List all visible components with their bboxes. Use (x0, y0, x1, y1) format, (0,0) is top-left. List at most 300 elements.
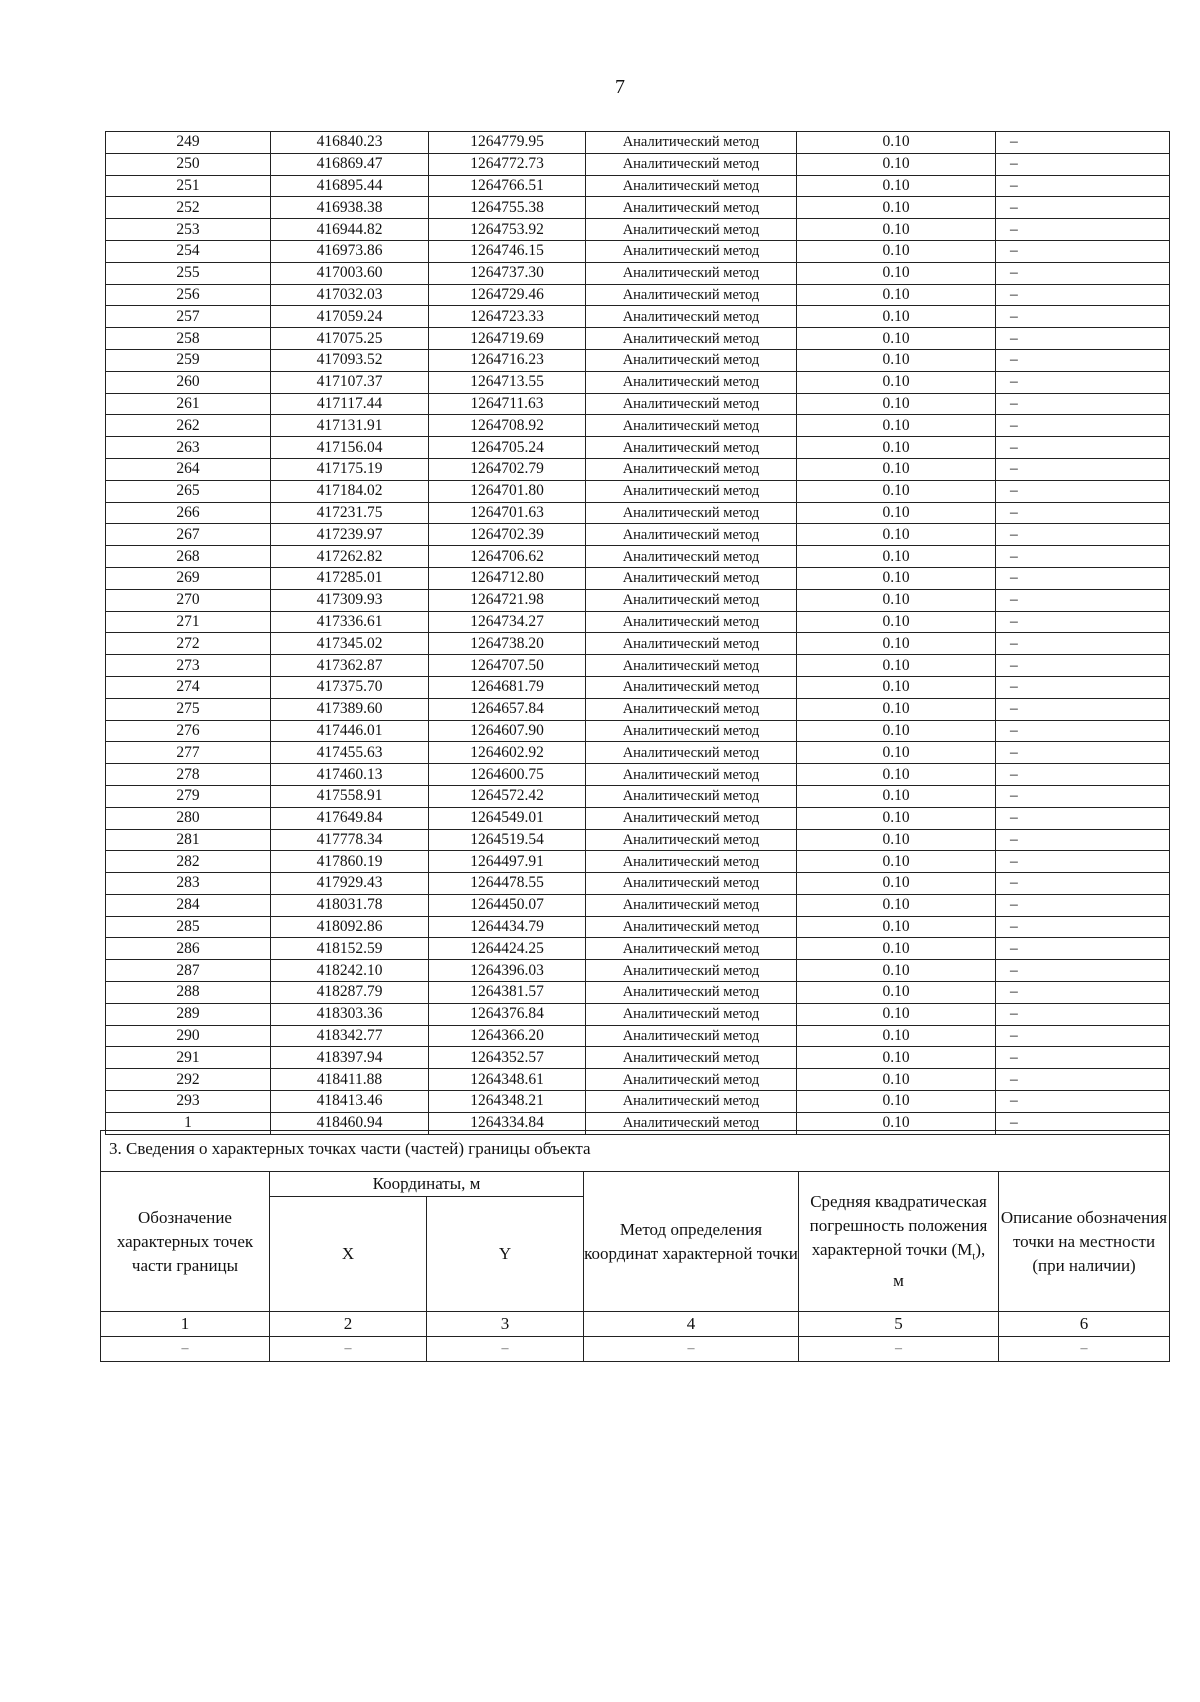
description-cell: – (996, 698, 1170, 720)
description-cell: – (996, 1003, 1170, 1025)
y-coordinate-cell: 1264766.51 (429, 175, 586, 197)
description-cell: – (996, 676, 1170, 698)
method-cell: Аналитический метод (586, 1069, 797, 1091)
header-error (799, 1172, 999, 1312)
empty-cell: – (584, 1337, 799, 1362)
x-coordinate-cell: 417003.60 (271, 262, 429, 284)
method-cell: Аналитический метод (586, 938, 797, 960)
x-coordinate-cell: 417558.91 (271, 785, 429, 807)
error-cell: 0.10 (797, 219, 996, 241)
y-coordinate-cell: 1264755.38 (429, 197, 586, 219)
error-cell: 0.10 (797, 437, 996, 459)
description-cell: – (996, 153, 1170, 175)
description-cell: – (996, 655, 1170, 677)
error-cell: 0.10 (797, 873, 996, 895)
method-cell: Аналитический метод (586, 611, 797, 633)
description-cell: – (996, 873, 1170, 895)
error-cell: 0.10 (797, 1112, 996, 1134)
x-coordinate-cell: 417649.84 (271, 807, 429, 829)
y-coordinate-cell: 1264497.91 (429, 851, 586, 873)
error-cell: 0.10 (797, 546, 996, 568)
point-number-cell: 275 (106, 698, 271, 720)
table-row (106, 132, 1170, 154)
error-cell: 0.10 (797, 742, 996, 764)
y-coordinate-cell: 1264713.55 (429, 371, 586, 393)
point-number-cell: 271 (106, 611, 271, 633)
table-row (106, 1091, 1170, 1113)
method-cell: Аналитический метод (586, 1091, 797, 1113)
method-cell: Аналитический метод (586, 676, 797, 698)
description-cell: – (996, 175, 1170, 197)
table-row (106, 851, 1170, 873)
method-cell: Аналитический метод (586, 219, 797, 241)
error-cell: 0.10 (797, 655, 996, 677)
point-number-cell: 276 (106, 720, 271, 742)
table-row (106, 371, 1170, 393)
x-coordinate-cell: 417860.19 (271, 851, 429, 873)
method-cell: Аналитический метод (586, 393, 797, 415)
error-cell: 0.10 (797, 764, 996, 786)
y-coordinate-cell: 1264424.25 (429, 938, 586, 960)
x-coordinate-cell: 418411.88 (271, 1069, 429, 1091)
y-coordinate-cell: 1264366.20 (429, 1025, 586, 1047)
x-coordinate-cell: 417184.02 (271, 480, 429, 502)
header-method: Метод определения координат характерной точки (584, 1172, 799, 1312)
point-number-cell: 270 (106, 589, 271, 611)
x-coordinate-cell: 416869.47 (271, 153, 429, 175)
method-cell: Аналитический метод (586, 698, 797, 720)
description-cell: – (996, 502, 1170, 524)
method-cell: Аналитический метод (586, 785, 797, 807)
point-number-cell: 256 (106, 284, 271, 306)
method-cell: Аналитический метод (586, 982, 797, 1004)
y-coordinate-cell: 1264376.84 (429, 1003, 586, 1025)
description-cell: – (996, 284, 1170, 306)
table-row (106, 785, 1170, 807)
x-coordinate-cell: 417285.01 (271, 567, 429, 589)
method-cell: Аналитический метод (586, 502, 797, 524)
error-cell: 0.10 (797, 132, 996, 154)
table-row (106, 393, 1170, 415)
y-coordinate-cell: 1264716.23 (429, 349, 586, 371)
header-y: Y (427, 1197, 584, 1312)
x-coordinate-cell: 418413.46 (271, 1091, 429, 1113)
table-row (106, 916, 1170, 938)
method-cell: Аналитический метод (586, 328, 797, 350)
description-cell: – (996, 916, 1170, 938)
y-coordinate-cell: 1264779.95 (429, 132, 586, 154)
error-cell: 0.10 (797, 349, 996, 371)
x-coordinate-cell: 417345.02 (271, 633, 429, 655)
table-row (106, 240, 1170, 262)
point-number-cell: 287 (106, 960, 271, 982)
y-coordinate-cell: 1264711.63 (429, 393, 586, 415)
y-coordinate-cell: 1264434.79 (429, 916, 586, 938)
error-cell: 0.10 (797, 175, 996, 197)
y-coordinate-cell: 1264702.39 (429, 524, 586, 546)
error-cell: 0.10 (797, 807, 996, 829)
x-coordinate-cell: 417362.87 (271, 655, 429, 677)
x-coordinate-cell: 417375.70 (271, 676, 429, 698)
point-number-cell: 249 (106, 132, 271, 154)
header-x: X (270, 1197, 427, 1312)
method-cell: Аналитический метод (586, 720, 797, 742)
y-coordinate-cell: 1264707.50 (429, 655, 586, 677)
x-coordinate-cell: 417460.13 (271, 764, 429, 786)
point-number-cell: 265 (106, 480, 271, 502)
method-cell: Аналитический метод (586, 546, 797, 568)
error-cell: 0.10 (797, 1069, 996, 1091)
x-coordinate-cell: 418342.77 (271, 1025, 429, 1047)
x-coordinate-cell: 417929.43 (271, 873, 429, 895)
y-coordinate-cell: 1264719.69 (429, 328, 586, 350)
table-row (106, 589, 1170, 611)
error-cell: 0.10 (797, 960, 996, 982)
description-cell: – (996, 306, 1170, 328)
table-row (106, 306, 1170, 328)
method-cell: Аналитический метод (586, 764, 797, 786)
method-cell: Аналитический метод (586, 1047, 797, 1069)
description-cell: – (996, 567, 1170, 589)
table-row (106, 219, 1170, 241)
x-coordinate-cell: 418287.79 (271, 982, 429, 1004)
x-coordinate-cell: 417239.97 (271, 524, 429, 546)
table-row (106, 328, 1170, 350)
error-cell: 0.10 (797, 720, 996, 742)
y-coordinate-cell: 1264702.79 (429, 458, 586, 480)
table-row (106, 894, 1170, 916)
error-cell: 0.10 (797, 633, 996, 655)
x-coordinate-cell: 418242.10 (271, 960, 429, 982)
description-cell: – (996, 437, 1170, 459)
error-cell: 0.10 (797, 1091, 996, 1113)
header-point-designation: Обозначение характерных точек части границы (101, 1172, 270, 1312)
x-coordinate-cell: 418031.78 (271, 894, 429, 916)
description-cell: – (996, 764, 1170, 786)
method-cell: Аналитический метод (586, 437, 797, 459)
method-cell: Аналитический метод (586, 655, 797, 677)
point-number-cell: 259 (106, 349, 271, 371)
error-cell: 0.10 (797, 589, 996, 611)
method-cell: Аналитический метод (586, 132, 797, 154)
x-coordinate-cell: 417231.75 (271, 502, 429, 524)
table-row (106, 1069, 1170, 1091)
x-coordinate-cell: 417059.24 (271, 306, 429, 328)
point-number-cell: 277 (106, 742, 271, 764)
method-cell: Аналитический метод (586, 349, 797, 371)
table-row (106, 829, 1170, 851)
table-row (106, 458, 1170, 480)
part-boundary-points-table (100, 1130, 1170, 1362)
error-cell: 0.10 (797, 567, 996, 589)
error-cell: 0.10 (797, 458, 996, 480)
method-cell: Аналитический метод (586, 284, 797, 306)
y-coordinate-cell: 1264450.07 (429, 894, 586, 916)
y-coordinate-cell: 1264681.79 (429, 676, 586, 698)
y-coordinate-cell: 1264348.21 (429, 1091, 586, 1113)
x-coordinate-cell: 417309.93 (271, 589, 429, 611)
method-cell: Аналитический метод (586, 371, 797, 393)
y-coordinate-cell: 1264549.01 (429, 807, 586, 829)
table-row (106, 764, 1170, 786)
header-error-sub: t (972, 1250, 976, 1263)
description-cell: – (996, 1047, 1170, 1069)
description-cell: – (996, 1025, 1170, 1047)
error-cell: 0.10 (797, 480, 996, 502)
y-coordinate-cell: 1264334.84 (429, 1112, 586, 1134)
x-coordinate-cell: 418152.59 (271, 938, 429, 960)
col-number-1: 1 (101, 1312, 270, 1337)
description-cell: – (996, 785, 1170, 807)
y-coordinate-cell: 1264721.98 (429, 589, 586, 611)
header-error-tail: ), м (893, 1240, 986, 1290)
y-coordinate-cell: 1264734.27 (429, 611, 586, 633)
x-coordinate-cell: 417075.25 (271, 328, 429, 350)
error-cell: 0.10 (797, 698, 996, 720)
description-cell: – (996, 480, 1170, 502)
description-cell: – (996, 132, 1170, 154)
description-cell: – (996, 349, 1170, 371)
point-number-cell: 290 (106, 1025, 271, 1047)
description-cell: – (996, 240, 1170, 262)
error-cell: 0.10 (797, 502, 996, 524)
x-coordinate-cell: 416840.23 (271, 132, 429, 154)
method-cell: Аналитический метод (586, 807, 797, 829)
error-cell: 0.10 (797, 982, 996, 1004)
x-coordinate-cell: 417262.82 (271, 546, 429, 568)
method-cell: Аналитический метод (586, 894, 797, 916)
table-row (106, 349, 1170, 371)
x-coordinate-cell: 417032.03 (271, 284, 429, 306)
point-number-cell: 260 (106, 371, 271, 393)
x-coordinate-cell: 416944.82 (271, 219, 429, 241)
point-number-cell: 268 (106, 546, 271, 568)
point-number-cell: 263 (106, 437, 271, 459)
col-number-2: 2 (270, 1312, 427, 1337)
point-number-cell: 258 (106, 328, 271, 350)
description-cell: – (996, 611, 1170, 633)
description-cell: – (996, 938, 1170, 960)
error-cell: 0.10 (797, 284, 996, 306)
point-number-cell: 267 (106, 524, 271, 546)
method-cell: Аналитический метод (586, 153, 797, 175)
method-cell: Аналитический метод (586, 851, 797, 873)
description-cell: – (996, 393, 1170, 415)
error-cell: 0.10 (797, 1003, 996, 1025)
table-row (106, 1025, 1170, 1047)
page-number: 7 (615, 76, 625, 98)
table-row (106, 633, 1170, 655)
header-coordinates: Координаты, м (270, 1172, 584, 1197)
description-cell: – (996, 982, 1170, 1004)
y-coordinate-cell: 1264708.92 (429, 415, 586, 437)
x-coordinate-cell: 418397.94 (271, 1047, 429, 1069)
y-coordinate-cell: 1264712.80 (429, 567, 586, 589)
empty-cell: – (101, 1337, 270, 1362)
error-cell: 0.10 (797, 894, 996, 916)
table-row (106, 415, 1170, 437)
y-coordinate-cell: 1264706.62 (429, 546, 586, 568)
table-row (106, 524, 1170, 546)
table-row (106, 1003, 1170, 1025)
error-cell: 0.10 (797, 676, 996, 698)
point-number-cell: 288 (106, 982, 271, 1004)
point-number-cell: 250 (106, 153, 271, 175)
header-error-main: Средняя квадратическая погрешность положения характерной точки (M (809, 1192, 988, 1260)
x-coordinate-cell: 417446.01 (271, 720, 429, 742)
point-number-cell: 255 (106, 262, 271, 284)
method-cell: Аналитический метод (586, 480, 797, 502)
point-number-cell: 278 (106, 764, 271, 786)
point-number-cell: 257 (106, 306, 271, 328)
table-row (106, 437, 1170, 459)
table-row (106, 262, 1170, 284)
description-cell: – (996, 894, 1170, 916)
empty-cell: – (799, 1337, 999, 1362)
x-coordinate-cell: 417336.61 (271, 611, 429, 633)
point-number-cell: 254 (106, 240, 271, 262)
description-cell: – (996, 458, 1170, 480)
y-coordinate-cell: 1264519.54 (429, 829, 586, 851)
x-coordinate-cell: 417778.34 (271, 829, 429, 851)
y-coordinate-cell: 1264701.63 (429, 502, 586, 524)
error-cell: 0.10 (797, 829, 996, 851)
description-cell: – (996, 371, 1170, 393)
table-row (106, 698, 1170, 720)
method-cell: Аналитический метод (586, 1112, 797, 1134)
point-number-cell: 252 (106, 197, 271, 219)
table-row (106, 502, 1170, 524)
point-number-cell: 266 (106, 502, 271, 524)
point-number-cell: 283 (106, 873, 271, 895)
error-cell: 0.10 (797, 393, 996, 415)
x-coordinate-cell: 417156.04 (271, 437, 429, 459)
method-cell: Аналитический метод (586, 240, 797, 262)
point-number-cell: 274 (106, 676, 271, 698)
point-number-cell: 279 (106, 785, 271, 807)
method-cell: Аналитический метод (586, 567, 797, 589)
point-number-cell: 292 (106, 1069, 271, 1091)
empty-cell: – (270, 1337, 427, 1362)
y-coordinate-cell: 1264723.33 (429, 306, 586, 328)
method-cell: Аналитический метод (586, 960, 797, 982)
description-cell: – (996, 829, 1170, 851)
x-coordinate-cell: 417455.63 (271, 742, 429, 764)
table-row (106, 611, 1170, 633)
col-number-3: 3 (427, 1312, 584, 1337)
method-cell: Аналитический метод (586, 1025, 797, 1047)
point-number-cell: 261 (106, 393, 271, 415)
col-number-5: 5 (799, 1312, 999, 1337)
table-row (106, 480, 1170, 502)
table-row (106, 982, 1170, 1004)
point-number-cell: 251 (106, 175, 271, 197)
point-number-cell: 1 (106, 1112, 271, 1134)
description-cell: – (996, 589, 1170, 611)
point-number-cell: 284 (106, 894, 271, 916)
y-coordinate-cell: 1264729.46 (429, 284, 586, 306)
table-row (106, 938, 1170, 960)
description-cell: – (996, 720, 1170, 742)
x-coordinate-cell: 417107.37 (271, 371, 429, 393)
description-cell: – (996, 1112, 1170, 1134)
table-row (106, 873, 1170, 895)
description-cell: – (996, 851, 1170, 873)
point-number-cell: 269 (106, 567, 271, 589)
error-cell: 0.10 (797, 240, 996, 262)
point-number-cell: 273 (106, 655, 271, 677)
method-cell: Аналитический метод (586, 633, 797, 655)
error-cell: 0.10 (797, 306, 996, 328)
table-row (106, 676, 1170, 698)
x-coordinate-cell: 416938.38 (271, 197, 429, 219)
error-cell: 0.10 (797, 916, 996, 938)
table-row (106, 960, 1170, 982)
table-row (106, 175, 1170, 197)
header-description: Описание обозначения точки на местности (при наличии) (999, 1172, 1170, 1312)
method-cell: Аналитический метод (586, 873, 797, 895)
method-cell: Аналитический метод (586, 589, 797, 611)
method-cell: Аналитический метод (586, 829, 797, 851)
section-3-title: 3. Сведения о характерных точках части (частей) границы объекта (101, 1131, 1170, 1172)
point-number-cell: 262 (106, 415, 271, 437)
y-coordinate-cell: 1264657.84 (429, 698, 586, 720)
description-cell: – (996, 262, 1170, 284)
method-cell: Аналитический метод (586, 197, 797, 219)
point-number-cell: 291 (106, 1047, 271, 1069)
point-number-cell: 272 (106, 633, 271, 655)
description-cell: – (996, 546, 1170, 568)
y-coordinate-cell: 1264572.42 (429, 785, 586, 807)
x-coordinate-cell: 416895.44 (271, 175, 429, 197)
table-row (106, 546, 1170, 568)
x-coordinate-cell: 417093.52 (271, 349, 429, 371)
point-number-cell: 280 (106, 807, 271, 829)
description-cell: – (996, 633, 1170, 655)
method-cell: Аналитический метод (586, 742, 797, 764)
error-cell: 0.10 (797, 262, 996, 284)
y-coordinate-cell: 1264607.90 (429, 720, 586, 742)
description-cell: – (996, 219, 1170, 241)
y-coordinate-cell: 1264738.20 (429, 633, 586, 655)
point-number-cell: 293 (106, 1091, 271, 1113)
empty-cell: – (427, 1337, 584, 1362)
table-row (106, 720, 1170, 742)
x-coordinate-cell: 418303.36 (271, 1003, 429, 1025)
point-number-cell: 281 (106, 829, 271, 851)
y-coordinate-cell: 1264746.15 (429, 240, 586, 262)
y-coordinate-cell: 1264478.55 (429, 873, 586, 895)
point-number-cell: 285 (106, 916, 271, 938)
y-coordinate-cell: 1264701.80 (429, 480, 586, 502)
error-cell: 0.10 (797, 851, 996, 873)
error-cell: 0.10 (797, 153, 996, 175)
y-coordinate-cell: 1264381.57 (429, 982, 586, 1004)
error-cell: 0.10 (797, 611, 996, 633)
method-cell: Аналитический метод (586, 1003, 797, 1025)
point-number-cell: 289 (106, 1003, 271, 1025)
table-row (106, 742, 1170, 764)
y-coordinate-cell: 1264705.24 (429, 437, 586, 459)
description-cell: – (996, 1069, 1170, 1091)
method-cell: Аналитический метод (586, 306, 797, 328)
point-number-cell: 286 (106, 938, 271, 960)
description-cell: – (996, 807, 1170, 829)
method-cell: Аналитический метод (586, 262, 797, 284)
table-row (106, 807, 1170, 829)
y-coordinate-cell: 1264396.03 (429, 960, 586, 982)
error-cell: 0.10 (797, 197, 996, 219)
